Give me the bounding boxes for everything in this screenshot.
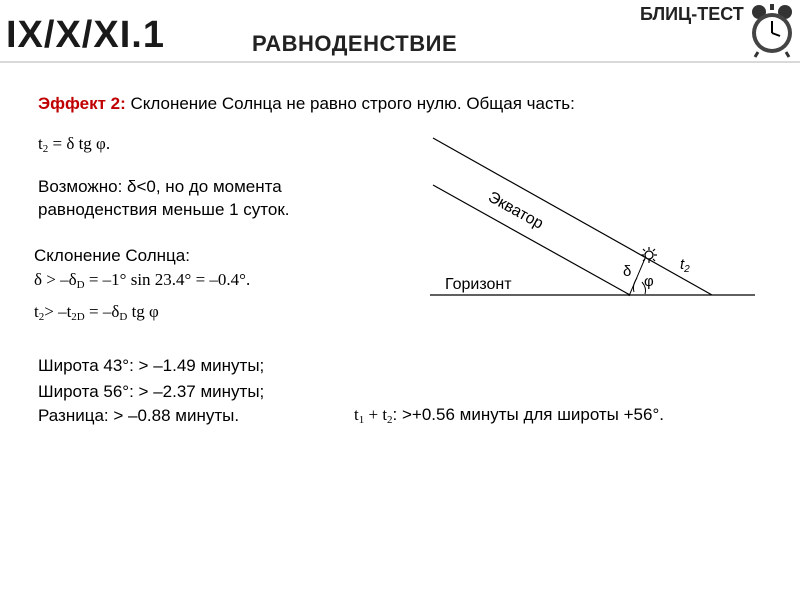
phi-label: φ	[644, 273, 654, 290]
declination-equation	[34, 270, 250, 291]
declination-title: Склонение Солнца:	[34, 246, 190, 265]
delta-label: δ	[623, 263, 632, 280]
sun-icon	[641, 247, 657, 263]
horizon-label: Горизонт	[445, 276, 512, 293]
alarm-clock-icon	[750, 2, 794, 58]
effect-text: Склонение Солнца не равно строго нулю. Общая часть:	[125, 94, 575, 113]
course-code: IX/X/XI.1	[6, 14, 165, 56]
delta-arc	[633, 278, 637, 292]
rel-a-sub: 2	[38, 311, 45, 323]
rel-c: = –δ	[84, 302, 120, 321]
decl-eq-sub: D	[76, 279, 85, 291]
sum-t1: t	[354, 405, 359, 424]
decl-eq-a: δ > –δ	[34, 270, 77, 289]
slide-topic: РАВНОДЕНСТВИЕ	[252, 31, 458, 56]
sum-line	[354, 405, 664, 426]
equator-line-upper	[433, 138, 712, 295]
t2-relation	[34, 302, 159, 323]
rel-c-sub: D	[119, 311, 128, 323]
rel-d: tg φ	[127, 302, 159, 321]
formula-sub: 2	[42, 143, 49, 155]
equator-label: Экватор	[485, 188, 547, 233]
rel-b-sub: 2D	[71, 311, 85, 323]
blitz-test-label: БЛИЦ-ТЕСТ	[640, 4, 744, 24]
header-divider	[0, 61, 800, 63]
formula-t: t	[38, 134, 43, 153]
effect-label: Эффект 2:	[38, 94, 126, 113]
possible-line-2: равноденствия меньше 1 суток.	[38, 200, 290, 219]
possible-line-1: Возможно: δ<0, но до момента	[38, 177, 282, 196]
decl-eq-b: = –1° sin 23.4° = –0.4°.	[84, 270, 251, 289]
latitude-43: Широта 43°: > –1.49 минуты;	[38, 356, 265, 375]
sum-plus: + t	[364, 405, 388, 424]
latitude-difference: Разница: > –0.88 минуты.	[38, 406, 240, 425]
sum-t1-sub: 1	[358, 414, 365, 426]
effect-line	[38, 94, 575, 114]
formula-t2	[38, 134, 110, 155]
rel-a: t	[34, 302, 39, 321]
formula-rest: = δ tg φ.	[48, 134, 111, 153]
sum-rest: : >+0.56 минуты для широты +56°.	[392, 405, 664, 424]
t2-label: $t_2$	[680, 256, 690, 275]
latitude-56: Широта 56°: > –2.37 минуты;	[38, 382, 265, 401]
sum-t2-sub: 2	[387, 414, 393, 426]
equinox-diagram	[430, 130, 760, 305]
rel-b: > –t	[44, 302, 72, 321]
